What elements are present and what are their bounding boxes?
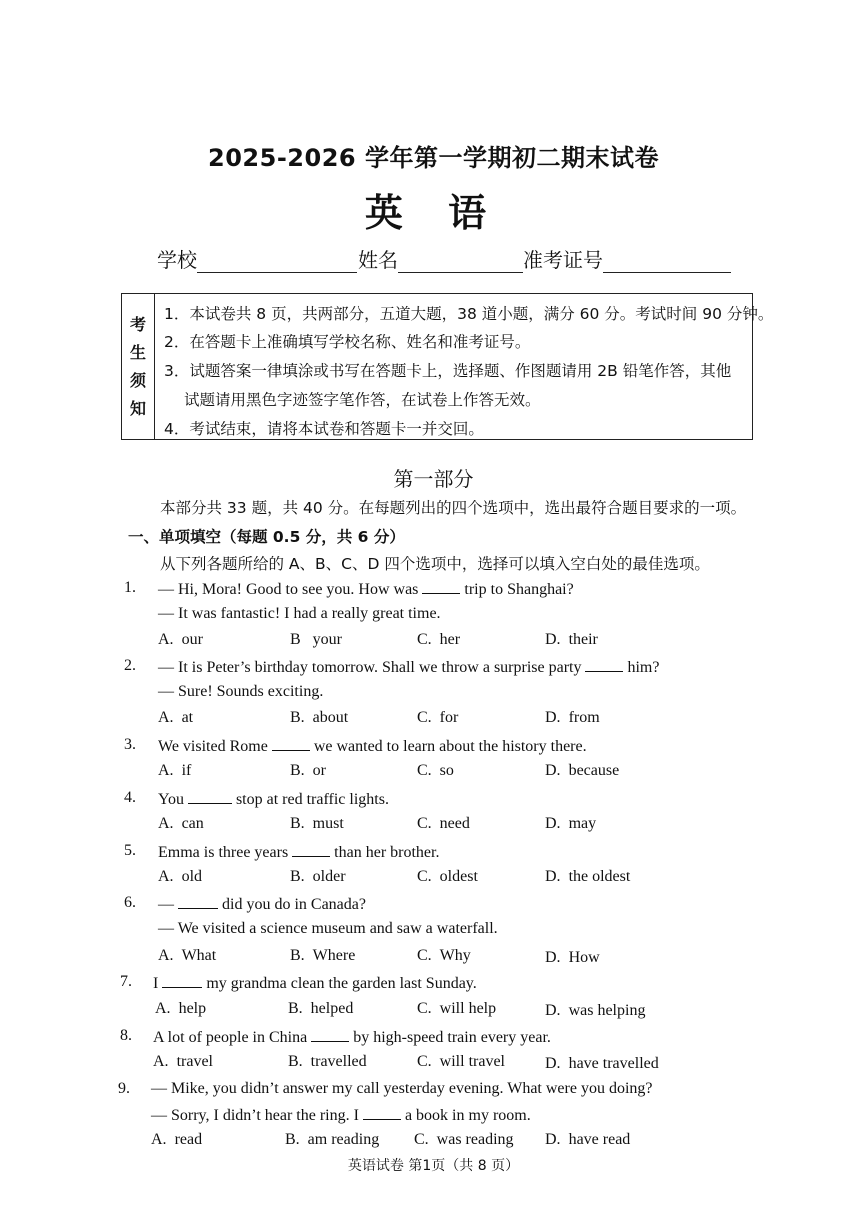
- option-a[interactable]: A. What: [158, 947, 217, 964]
- answer-blank: [292, 842, 330, 857]
- school-label: 学校: [157, 248, 197, 272]
- option-c[interactable]: C. was reading: [414, 1131, 514, 1148]
- option-a[interactable]: A. read: [151, 1131, 203, 1148]
- notice-heading-char: 考: [129, 314, 146, 334]
- answer-blank: [178, 894, 218, 909]
- option-c[interactable]: C. her: [417, 631, 461, 648]
- notice-heading: [122, 294, 155, 439]
- question-stem: You stop at red traffic lights.: [158, 791, 389, 808]
- option-b[interactable]: B. Where: [290, 947, 356, 964]
- option-c[interactable]: C. need: [417, 815, 470, 832]
- part-title: 第一部分: [393, 467, 474, 491]
- section-title: 一、单项填空（每题 0.5 分，共 6 分）: [128, 528, 405, 546]
- option-b[interactable]: B your: [290, 631, 342, 648]
- option-a[interactable]: A. travel: [153, 1053, 213, 1070]
- option-a[interactable]: A. help: [155, 1000, 207, 1017]
- question-reply: — Sure! Sounds exciting.: [158, 683, 324, 700]
- option-c[interactable]: C. Why: [417, 947, 471, 964]
- question-number: 2.: [124, 657, 136, 674]
- question-stem: I my grandma clean the garden last Sunday.: [153, 975, 477, 992]
- answer-blank: [272, 736, 310, 751]
- option-d[interactable]: D. have read: [545, 1131, 631, 1148]
- option-d[interactable]: D. from: [545, 709, 600, 726]
- notice-item-2: 2．在答题卡上准确填写学校名称、姓名和准考证号。: [164, 333, 531, 351]
- option-d[interactable]: D. have travelled: [545, 1055, 659, 1072]
- notice-heading-char: 生: [129, 342, 146, 362]
- option-d[interactable]: D. was helping: [545, 1002, 646, 1019]
- answer-blank: [422, 579, 460, 594]
- question-number: 8.: [120, 1027, 132, 1044]
- option-c[interactable]: C. will travel: [417, 1053, 505, 1070]
- option-b[interactable]: B. helped: [288, 1000, 354, 1017]
- question-number: 5.: [124, 842, 136, 859]
- exam-id-field[interactable]: [523, 244, 731, 273]
- question-stem: We visited Rome we wanted to learn about the history there.: [158, 738, 587, 755]
- answer-blank: [363, 1105, 401, 1120]
- option-a[interactable]: A. if: [158, 762, 192, 779]
- question-stem: — did you do in Canada?: [158, 896, 366, 913]
- exam-notice-box: [121, 293, 774, 440]
- question-stem: — Mike, you didn’t answer my call yesterday evening. What were you doing?: [151, 1080, 653, 1097]
- question-number: 9.: [118, 1080, 130, 1097]
- answer-blank: [188, 789, 232, 804]
- option-a[interactable]: A. our: [158, 631, 203, 648]
- subject-title: 英 语: [364, 191, 503, 235]
- notice-item-4: 4．考试结束，请将本试卷和答题卡一并交回。: [164, 420, 484, 438]
- exam-id-blank[interactable]: [603, 252, 731, 273]
- question-reply: — It was fantastic! I had a really great time.: [158, 605, 441, 622]
- option-a[interactable]: A. can: [158, 815, 204, 832]
- answer-blank: [585, 657, 623, 672]
- school-blank[interactable]: [197, 252, 357, 273]
- option-d[interactable]: D. the oldest: [545, 868, 631, 885]
- option-d[interactable]: D. because: [545, 762, 620, 779]
- question-reply: — We visited a science museum and saw a waterfall.: [158, 920, 498, 937]
- question-stem: A lot of people in China by high-speed train every year.: [153, 1029, 551, 1046]
- question-stem: Emma is three years than her brother.: [158, 844, 440, 861]
- option-c[interactable]: C. so: [417, 762, 454, 779]
- part-intro: 本部分共 33 题，共 40 分。在每题列出的四个选项中，选出最符合题目要求的一项。: [160, 499, 747, 517]
- question-number: 4.: [124, 789, 136, 806]
- option-b[interactable]: B. am reading: [285, 1131, 380, 1148]
- question-number: 7.: [120, 973, 132, 990]
- option-b[interactable]: B. must: [290, 815, 344, 832]
- option-b[interactable]: B. older: [290, 868, 346, 885]
- section-instruction: 从下列各题所给的 A、B、C、D 四个选项中，选择可以填入空白处的最佳选项。: [160, 555, 710, 573]
- name-blank[interactable]: [398, 252, 523, 273]
- option-d[interactable]: D. may: [545, 815, 597, 832]
- name-field[interactable]: [358, 244, 523, 273]
- answer-blank: [311, 1027, 349, 1042]
- page-footer: 英语试卷 第1页（共 8 页）: [347, 1158, 520, 1174]
- question-number: 3.: [124, 736, 136, 753]
- name-label: 姓名: [358, 248, 398, 272]
- option-c[interactable]: C. will help: [417, 1000, 497, 1017]
- question-stem: — Hi, Mora! Good to see you. How was trip to Shanghai?: [158, 581, 574, 598]
- exam-id-label: 准考证号: [523, 248, 603, 272]
- notice-heading-char: 知: [129, 398, 146, 418]
- option-a[interactable]: A. at: [158, 709, 194, 726]
- option-b[interactable]: B. about: [290, 709, 349, 726]
- notice-heading-char: 须: [129, 370, 146, 390]
- option-c[interactable]: C. oldest: [417, 868, 478, 885]
- question-reply: — Sorry, I didn’t hear the ring. I a book in my room.: [151, 1107, 531, 1124]
- option-d[interactable]: D. How: [545, 949, 600, 966]
- question-stem: — It is Peter’s birthday tomorrow. Shall we throw a surprise party him?: [158, 659, 660, 676]
- option-a[interactable]: A. old: [158, 868, 203, 885]
- notice-item-1: 1．本试卷共 8 页，共两部分，五道大题，38 道小题，满分 60 分。考试时间 90 分钟。: [164, 305, 774, 323]
- question-number: 6.: [124, 894, 136, 911]
- question-number: 1.: [124, 579, 136, 596]
- school-field[interactable]: [157, 244, 357, 273]
- option-c[interactable]: C. for: [417, 709, 459, 726]
- exam-title: 2025-2026 学年第一学期初二期末试卷: [208, 144, 659, 172]
- notice-item-3: 3．试题答案一律填涂或书写在答题卡上，选择题、作图题请用 2B 铅笔作答，其他: [164, 362, 732, 380]
- option-b[interactable]: B. or: [290, 762, 326, 779]
- notice-item-3-cont: 试题请用黑色字迹签字笔作答，在试卷上作答无效。: [184, 391, 541, 409]
- option-b[interactable]: B. travelled: [288, 1053, 367, 1070]
- answer-blank: [162, 973, 202, 988]
- option-d[interactable]: D. their: [545, 631, 598, 648]
